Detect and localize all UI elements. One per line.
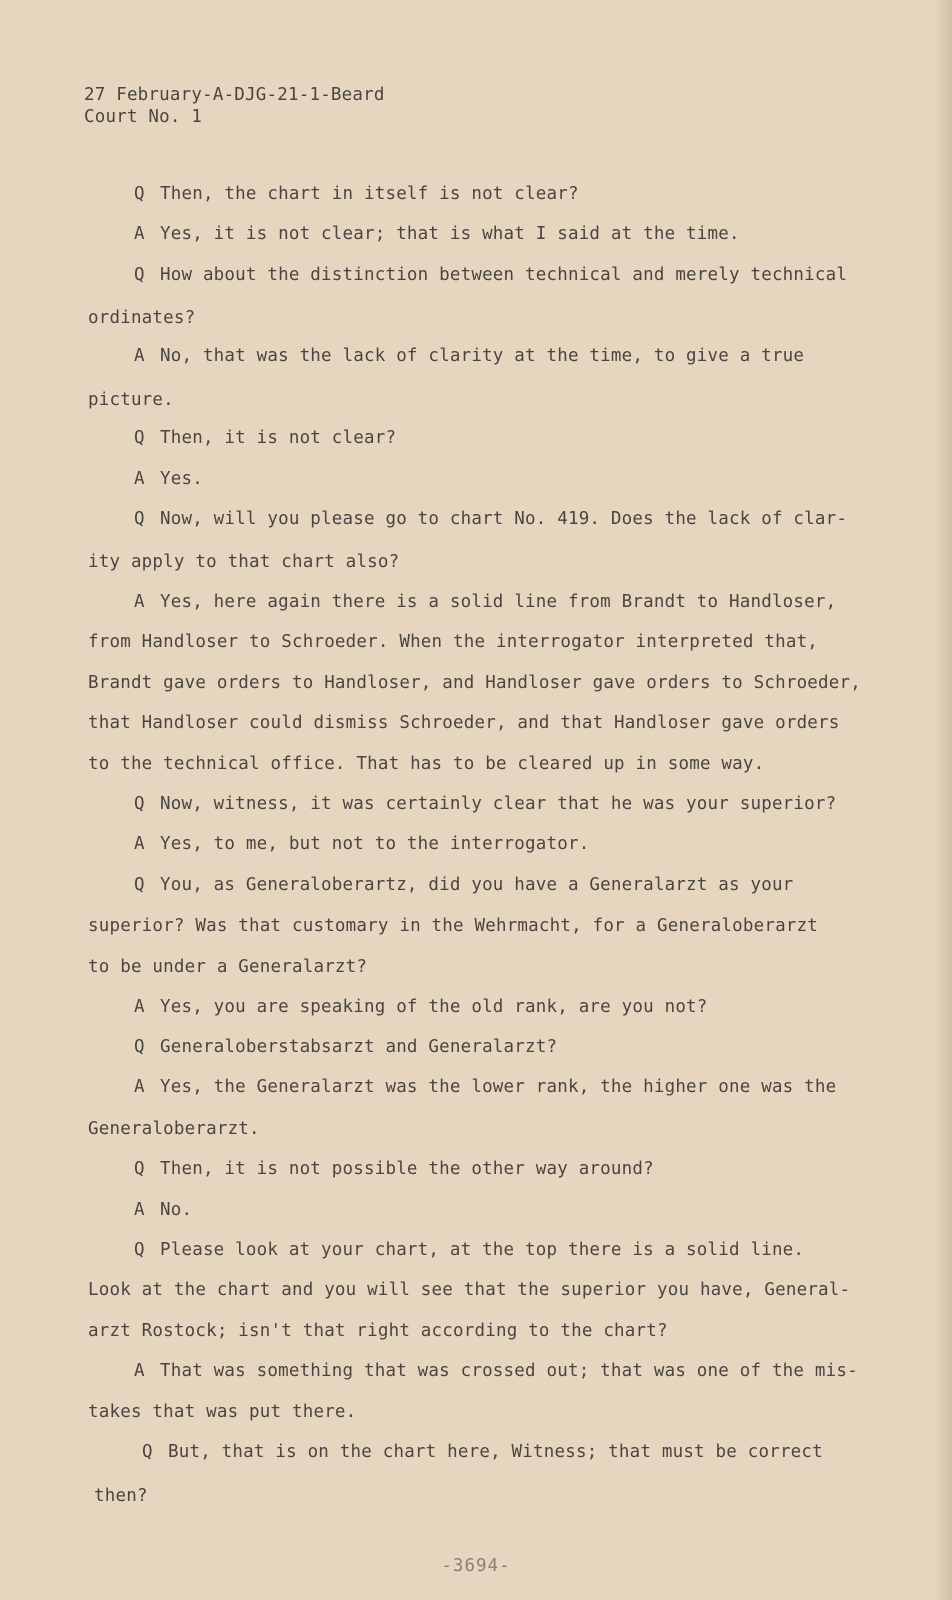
transcript-line: ity apply to that chart also? [88,552,400,572]
header-court: Court No. 1 [84,107,203,127]
transcript-line: to the technical office. That has to be cleared up in some way. [88,754,765,774]
transcript-line: A No, that was the lack of clarity at the time, to give a true [134,346,805,366]
transcript-line: Generaloberarzt. [88,1119,260,1139]
transcript-line: A Yes. [134,469,203,489]
transcript-line: superior? Was that customary in the Wehrmacht, for a Generaloberarzt [88,916,819,936]
transcript-line: Q Generaloberstabsarzt and Generalarzt? [134,1037,558,1057]
transcript-line: that Handloser could dismiss Schroeder, and that Handloser gave orders [88,713,840,733]
transcript-line: A That was something that was crossed out; that was one of the mis- [134,1361,858,1381]
transcript-line: A No. [134,1200,193,1220]
transcript-line: Brandt gave orders to Handloser, and Handloser gave orders to Schroeder, [88,673,861,693]
header-date-code: 27 February-A-DJG-21-1-Beard [84,85,385,105]
transcript-line: arzt Rostock; isn't that right according to the chart? [88,1321,668,1341]
transcript-line: Q Now, witness, it was certainly clear that he was your superior? [134,794,837,814]
transcript-line: Q Then, it is not clear? [134,428,397,448]
transcript-line: ordinates? [88,308,196,328]
transcript-line: A Yes, to me, but not to the interrogator. [134,834,590,854]
page-number: -3694- [441,1556,511,1576]
transcript-line: A Yes, it is not clear; that is what I said at the time. [134,224,740,244]
transcript-line: from Handloser to Schroeder. When the interrogator interpreted that, [88,632,819,652]
transcript-line: Q Then, it is not possible the other way around? [134,1159,654,1179]
transcript-line: A Yes, the Generalarzt was the lower rank, the higher one was the [134,1077,837,1097]
transcript-line: to be under a Generalarzt? [88,957,368,977]
document-header [84,84,385,128]
transcript-line: picture. [88,390,174,410]
transcript-line: Q Now, will you please go to chart No. 419. Does the lack of clar- [134,509,848,529]
transcript-line: Q Then, the chart in itself is not clear? [134,184,579,204]
transcript-line: then? [94,1486,148,1506]
transcript-line: A Yes, here again there is a solid line from Brandt to Handloser, [134,592,837,612]
transcript-line: A Yes, you are speaking of the old rank, are you not? [134,997,708,1017]
transcript-line: Look at the chart and you will see that the superior you have, General- [88,1280,851,1300]
transcript-line: Q How about the distinction between technical and merely technical [134,265,848,285]
transcript-line: Q But, that is on the chart here, Witness; that must be correct [142,1442,823,1462]
transcript-line: Q Please look at your chart, at the top there is a solid line. [134,1240,805,1260]
transcript-line: Q You, as Generaloberartz, did you have a Generalarzt as your [134,875,794,895]
transcript-line: takes that was put there. [88,1402,357,1422]
